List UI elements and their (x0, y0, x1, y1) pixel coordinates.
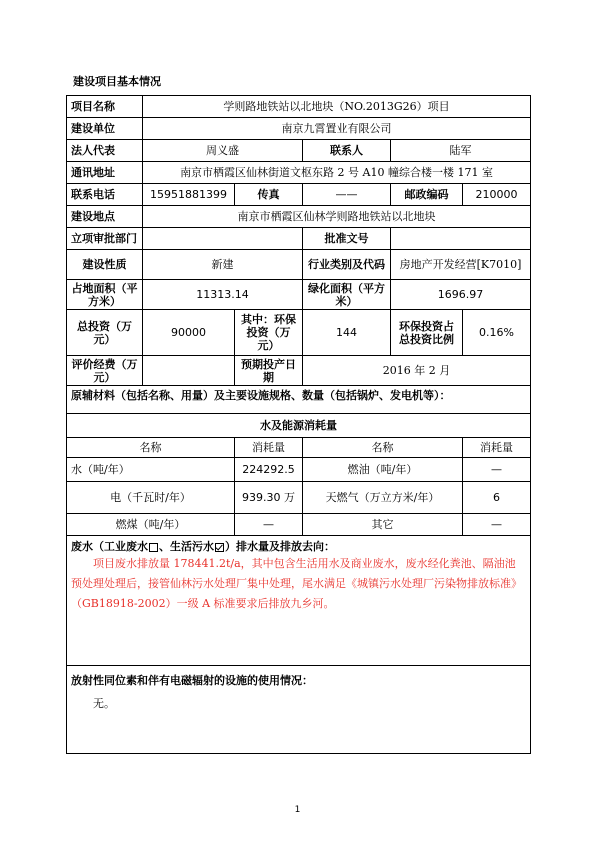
address-value: 南京市栖霞区仙林街道文枢东路 2 号 A10 幢综合楼一楼 171 室 (143, 162, 531, 184)
phone-label: 联系电话 (67, 184, 143, 206)
env-invest-value: 144 (303, 310, 391, 356)
nature-value: 新建 (143, 250, 303, 280)
fax-label: 传真 (235, 184, 303, 206)
section-heading: 建设项目基本情况 (73, 75, 161, 88)
unit-label: 建设单位 (67, 118, 143, 140)
env-ratio-value: 0.16% (463, 310, 531, 356)
water-label: 水（吨/年） (67, 458, 235, 482)
project-info-table (66, 95, 531, 754)
radiation-title: 放射性同位素和伴有电磁辐射的设施的使用情况： (71, 674, 313, 687)
other-label: 其它 (303, 514, 463, 536)
elec-value: 939.30 万 (235, 482, 303, 514)
nature-label: 建设性质 (67, 250, 143, 280)
address-label: 通讯地址 (67, 162, 143, 184)
radiation-text: 无。 (93, 697, 115, 710)
project-name-value: 学则路地铁站以北地块（NO.2013G26）项目 (143, 96, 531, 118)
start-date-value: 2016 年 2 月 (303, 356, 531, 386)
env-ratio-label: 环保投资占总投资比例 (391, 310, 463, 356)
page-number: 1 (294, 805, 301, 815)
site-value: 南京市栖霞区仙林学则路地铁站以北地块 (143, 206, 531, 228)
approval-no-value (391, 228, 531, 250)
site-label: 建设地点 (67, 206, 143, 228)
approval-dept-label: 立项审批部门 (67, 228, 143, 250)
gas-label: 天燃气（万立方米/年） (303, 482, 463, 514)
invest-label: 总投资（万元） (67, 310, 143, 356)
area-label: 占地面积（平方米） (67, 280, 143, 310)
energy-col-name-2: 名称 (303, 438, 463, 458)
elec-label: 电（千瓦时/年） (67, 482, 235, 514)
energy-col-amount-1: 消耗量 (235, 438, 303, 458)
industry-value: 房地产开发经营[K7010] (391, 250, 531, 280)
wastewater-title (67, 540, 530, 554)
contact-label: 联系人 (303, 140, 391, 162)
eval-fee-label: 评价经费（万元） (67, 356, 143, 386)
domestic-sewage-checkbox (215, 543, 224, 552)
coal-value: — (235, 514, 303, 536)
gas-value: 6 (463, 482, 531, 514)
env-invest-label: 其中：环保投资（万元） (235, 310, 303, 356)
materials-title: 原辅材料（包括名称、用量）及主要设施规格、数量（包括锅炉、发电机等）： (67, 386, 531, 414)
fax-value: —— (303, 184, 391, 206)
wastewater-title-c: ）排水量及排放去向： (225, 540, 335, 553)
green-label: 绿化面积（平方米） (303, 280, 391, 310)
eval-fee-value (143, 356, 235, 386)
postcode-label: 邮政编码 (391, 184, 463, 206)
energy-col-name-1: 名称 (67, 438, 235, 458)
project-name-label: 项目名称 (67, 96, 143, 118)
industry-label: 行业类别及代码 (303, 250, 391, 280)
radiation-section (67, 666, 531, 754)
legal-rep-label: 法人代表 (67, 140, 143, 162)
other-value: — (463, 514, 531, 536)
area-value: 11313.14 (143, 280, 303, 310)
approval-dept-value (143, 228, 303, 250)
invest-value: 90000 (143, 310, 235, 356)
wastewater-title-a: 废水（工业废水 (71, 540, 148, 553)
green-value: 1696.97 (391, 280, 531, 310)
postcode-value: 210000 (463, 184, 531, 206)
start-date-label: 预期投产日期 (235, 356, 303, 386)
water-value: 224292.5 (235, 458, 303, 482)
coal-label: 燃煤（吨/年） (67, 514, 235, 536)
oil-label: 燃油（吨/年） (303, 458, 463, 482)
industrial-wastewater-checkbox (149, 543, 158, 552)
wastewater-section (67, 536, 531, 666)
oil-value: — (463, 458, 531, 482)
wastewater-text: 项目废水排放量 178441.2t/a，其中包含生活用水及商业废水，废水经化粪池、隔油池预处理处理后，接管仙林污水处理厂集中处理，尾水满足《城镇污水处理厂污染物排放标准》（GB18918-2002）一级 A 标准要求后排放九乡河。 (71, 557, 522, 610)
unit-value: 南京九霄置业有限公司 (143, 118, 531, 140)
energy-col-amount-2: 消耗量 (463, 438, 531, 458)
wastewater-title-b: 、生活污水 (159, 540, 214, 553)
approval-no-label: 批准文号 (303, 228, 391, 250)
energy-title: 水及能源消耗量 (67, 414, 531, 438)
phone-value: 15951881399 (143, 184, 235, 206)
contact-value: 陆军 (391, 140, 531, 162)
legal-rep-value: 周义盛 (143, 140, 303, 162)
